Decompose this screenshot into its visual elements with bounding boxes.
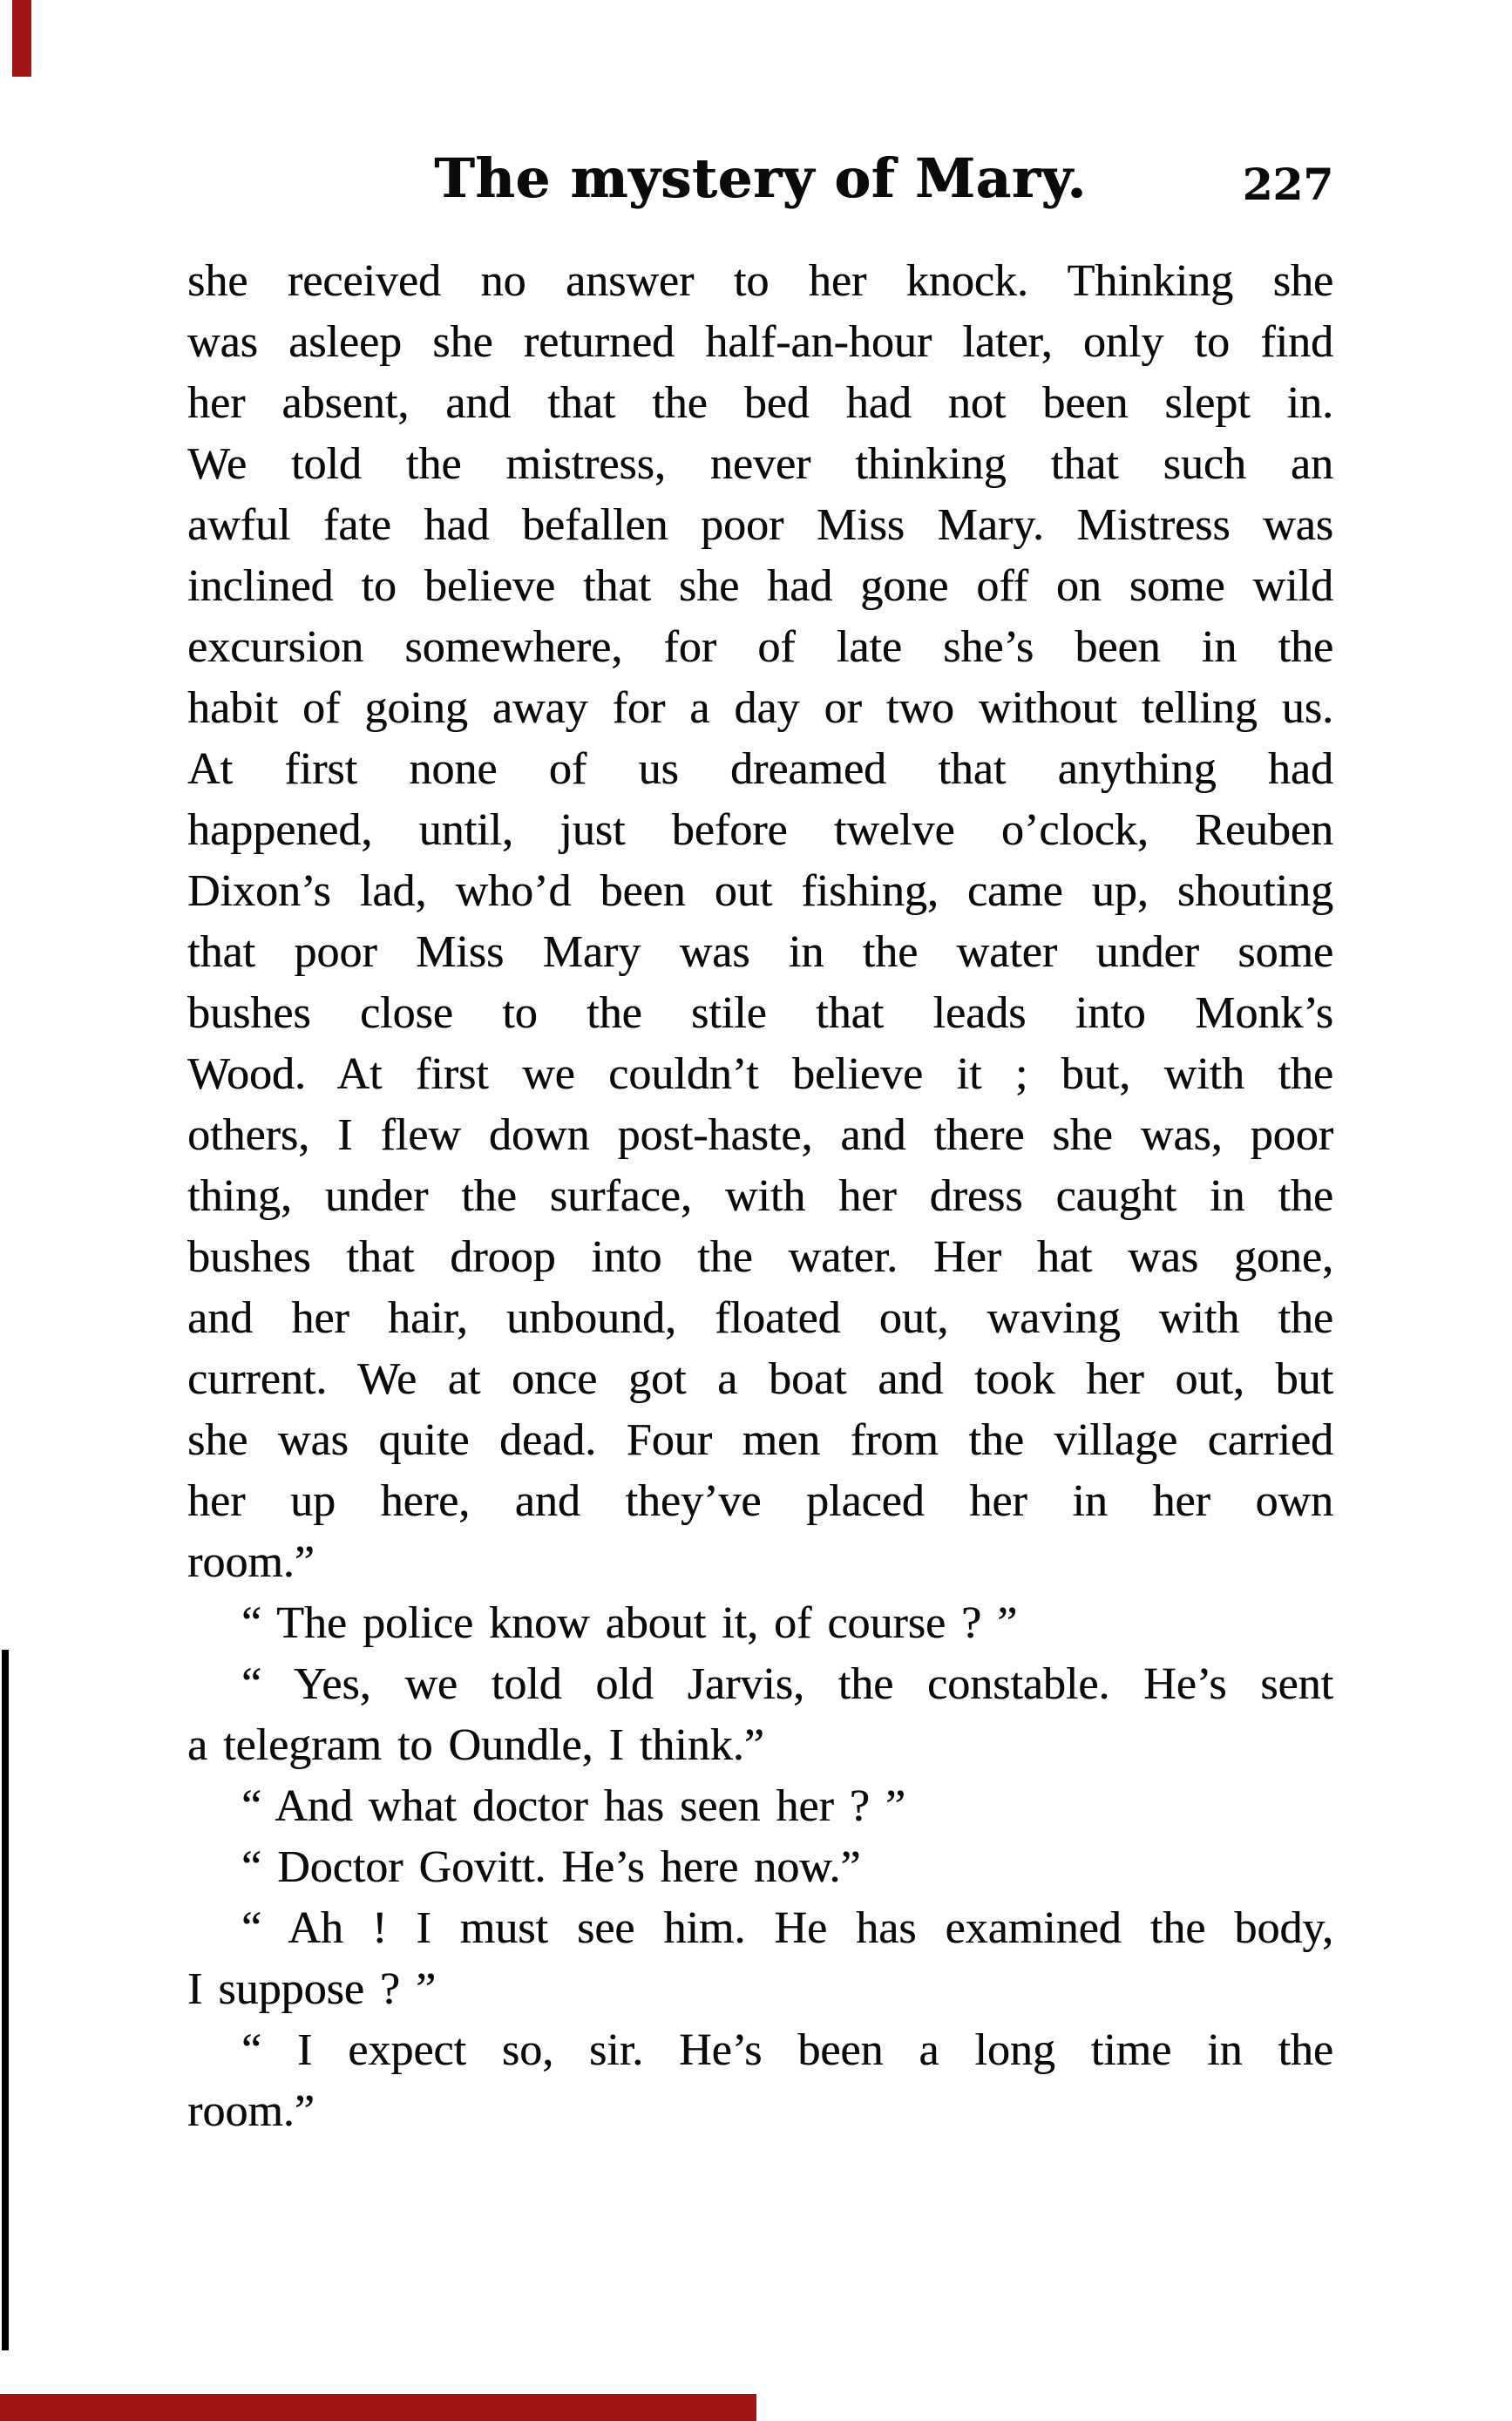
text-line: excursion somewhere, for of late she’s been in the xyxy=(187,622,1333,672)
paragraph xyxy=(187,1898,1333,2020)
text-line: her absent, and that the bed had not been slept in. xyxy=(187,378,1333,428)
scan-artifact-red-bottom xyxy=(0,2394,756,2421)
text-line: I suppose ? ” xyxy=(187,1964,437,2014)
text-line: room.” xyxy=(187,2086,315,2136)
text-line: “ Ah ! I must see him. He has examined the body, xyxy=(241,1903,1333,1953)
text-line: thing, under the surface, with her dress caught in the xyxy=(187,1171,1333,1221)
paragraph xyxy=(187,2020,1333,2142)
text-line: current. We at once got a boat and took her out, but xyxy=(187,1354,1333,1404)
text-line: “ I expect so, sir. He’s been a long time in the xyxy=(241,2025,1333,2075)
text-line: At first none of us dreamed that anything had xyxy=(187,744,1333,794)
text-line: a telegram to Oundle, I think.” xyxy=(187,1720,764,1770)
text-line: others, I flew down post-haste, and there she was, poor xyxy=(187,1110,1333,1160)
text-line: Wood. At first we couldn’t believe it ; but, with the xyxy=(187,1049,1333,1099)
text-line: awful fate had befallen poor Miss Mary. Mistress was xyxy=(187,500,1333,550)
text-line: “ Yes, we told old Jarvis, the constable. He’s sent xyxy=(241,1659,1333,1709)
running-header-title: The mystery of Mary. xyxy=(434,146,1087,210)
text-line: she was quite dead. Four men from the village carried xyxy=(187,1415,1333,1465)
text-line: she received no answer to her knock. Thinking she xyxy=(187,256,1333,306)
text-line: that poor Miss Mary was in the water under some xyxy=(187,927,1333,977)
text-line: bushes that droop into the water. Her hat was gone, xyxy=(187,1232,1333,1282)
page-header xyxy=(187,146,1333,229)
text-line: “ The police know about it, of course ? ” xyxy=(241,1598,1018,1648)
text-line: Dixon’s lad, who’d been out fishing, came up, shouting xyxy=(187,866,1333,916)
text-line: “ And what doctor has seen her ? ” xyxy=(241,1781,905,1831)
paragraph xyxy=(187,1837,1333,1898)
paragraph xyxy=(187,1776,1333,1837)
text-line: “ Doctor Govitt. He’s here now.” xyxy=(241,1842,861,1892)
page-number: 227 xyxy=(1242,159,1333,210)
text-line: was asleep she returned half-an-hour later, only to find xyxy=(187,317,1333,367)
page-body xyxy=(187,251,1333,2142)
paragraph xyxy=(187,251,1333,1593)
text-line: habit of going away for a day or two without telling us. xyxy=(187,683,1333,733)
text-line: happened, until, just before twelve o’clock, Reuben xyxy=(187,805,1333,855)
text-line: her up here, and they’ve placed her in her own xyxy=(187,1476,1333,1526)
scan-artifact-black-line xyxy=(2,1650,9,2350)
paragraph xyxy=(187,1654,1333,1776)
text-line: bushes close to the stile that leads into Monk’s xyxy=(187,988,1333,1038)
scan-artifact-red-top-left xyxy=(12,0,31,77)
text-line: We told the mistress, never thinking that such an xyxy=(187,439,1333,489)
text-line: and her hair, unbound, floated out, waving with the xyxy=(187,1293,1333,1343)
text-line: room.” xyxy=(187,1537,315,1587)
paragraph xyxy=(187,1593,1333,1654)
text-line: inclined to believe that she had gone off on some wild xyxy=(187,561,1333,611)
